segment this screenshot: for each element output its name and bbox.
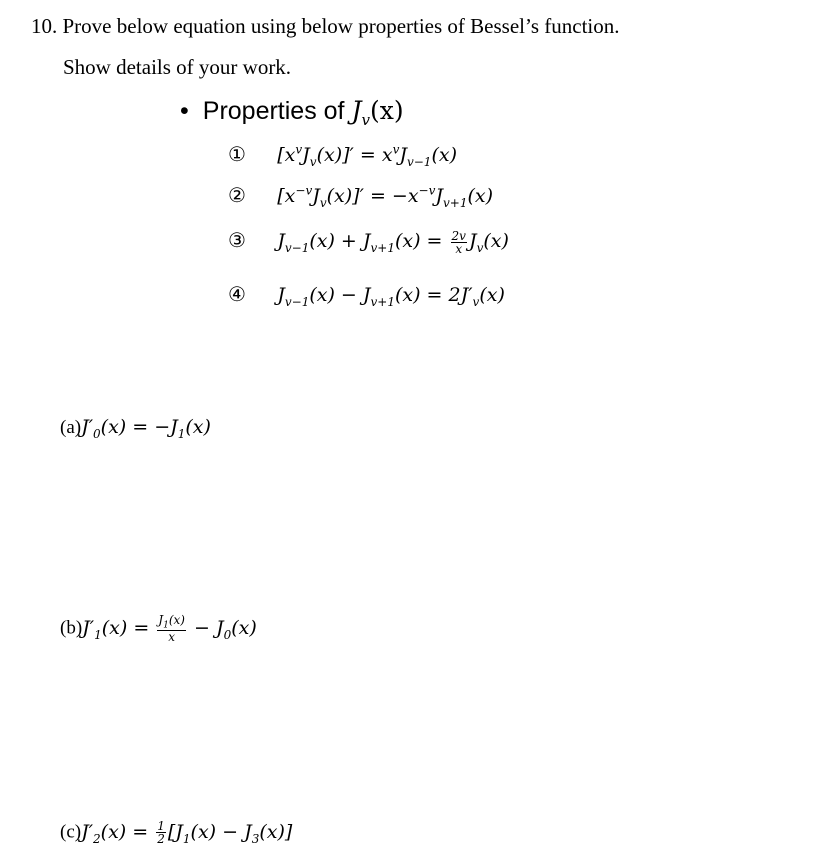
- part-a: [60, 416, 211, 441]
- property-4: [228, 282, 505, 309]
- circled-1-icon: ①: [228, 142, 246, 166]
- circled-2-icon: ②: [228, 183, 246, 207]
- circled-4-icon: ④: [228, 282, 246, 306]
- part-a-equation: $J'_0(x) = -J_1(x)$: [81, 416, 211, 441]
- problem-subtitle: Show details of your work.: [63, 55, 292, 79]
- properties-heading: [180, 96, 404, 129]
- circled-3-icon: ③: [228, 228, 246, 252]
- part-b-label: (b): [60, 617, 83, 639]
- part-c-label: (c): [60, 821, 82, 843]
- part-c: [60, 820, 292, 845]
- problem-title: 10. Prove below equation using below properties of Bessel’s function.: [31, 14, 620, 38]
- property-2-equation: $[x^{-v}J_v(x)]' = -x^{-v}J_{v+1}(x)$: [277, 183, 494, 210]
- part-c-equation: $J'_2(x)$ = $\frac{1}{2}$ $[J_1(x) - J_3(x)]$: [81, 819, 293, 846]
- bullet-icon: •: [180, 97, 189, 125]
- part-a-label: (a): [60, 417, 82, 438]
- property-1-equation: $[x^vJ_v(x)]' = x^vJ_{v-1}(x)$: [277, 142, 457, 169]
- properties-heading-math: $J_v(x)$: [351, 96, 404, 129]
- property-1: [228, 142, 457, 169]
- property-3-equation: $J_{v-1}(x) + J_{v+1}(x)$ = $\frac{2v}{x}$ $J_v(x)$: [277, 228, 509, 256]
- property-4-equation: $J_{v-1}(x) - J_{v+1}(x) = 2J'_v(x)$: [277, 284, 505, 309]
- properties-heading-text: Properties of: [202, 97, 352, 125]
- part-b: [60, 614, 257, 643]
- property-2: [228, 183, 493, 210]
- property-3: [228, 228, 509, 255]
- part-b-equation: $J'_1(x)$ = $\frac{J_1(x)}{x}$ − $J_0(x)$: [82, 613, 257, 645]
